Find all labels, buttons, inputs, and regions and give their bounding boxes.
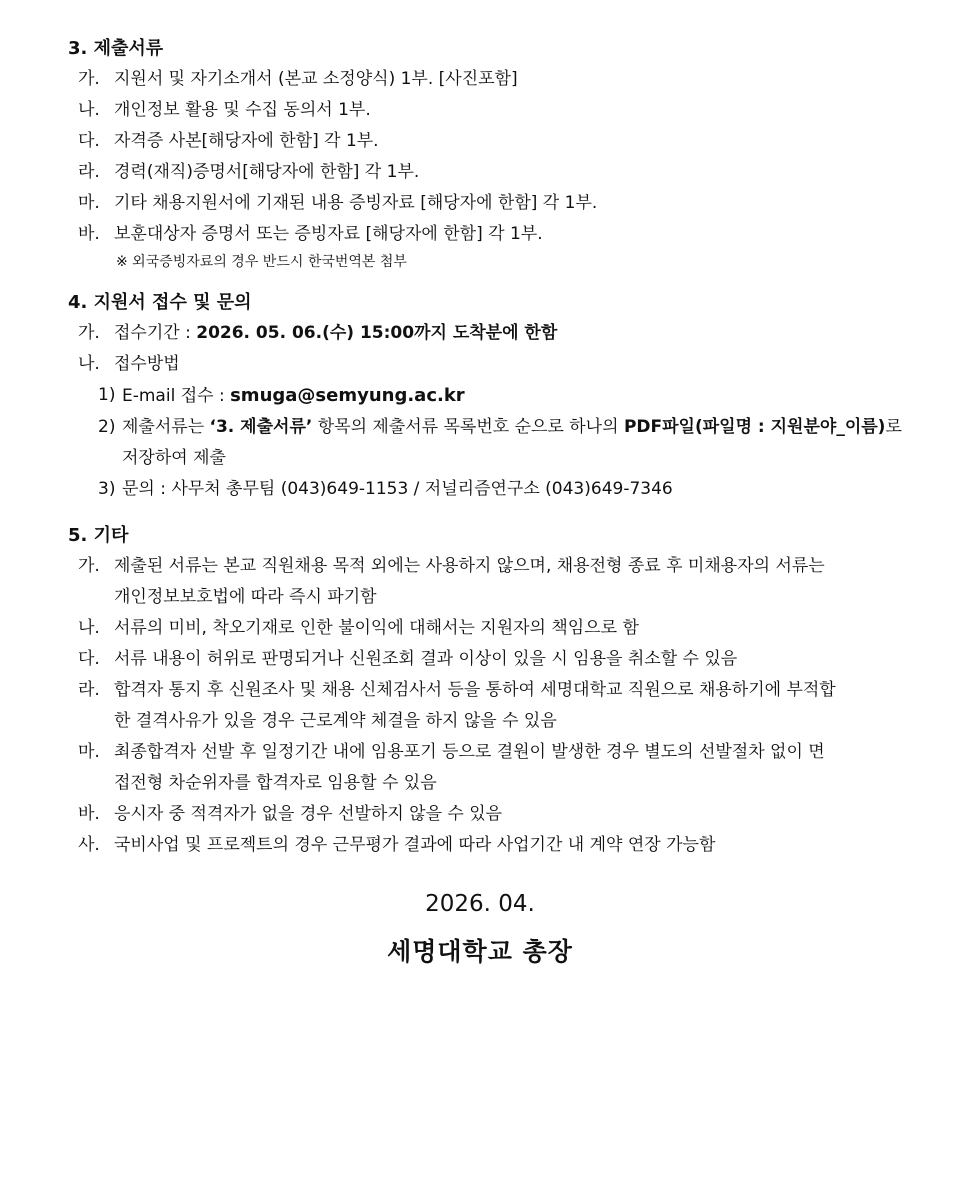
list-item-application-period: [68, 318, 908, 349]
email-address: smuga@semyung.ac.kr: [230, 385, 465, 406]
list-item: [68, 157, 908, 188]
section-other: [68, 523, 908, 861]
list-item: [68, 551, 908, 613]
list-item: [68, 126, 908, 157]
item-text-line1: 응시자 중 적격자가 없을 경우 선발하지 않을 수 있음: [114, 804, 503, 824]
list-item: [68, 644, 908, 675]
item-text-line1: 서류의 미비, 착오기재로 인한 불이익에 대해서는 지원자의 책임으로 함: [114, 618, 639, 638]
item-text-line2: 접전형 차순위자를 합격자로 임용할 수 있음: [114, 773, 437, 793]
sub-item-email: [68, 380, 908, 412]
file-format-post: 로: [885, 417, 902, 437]
section-title: 3. 제출서류: [68, 38, 164, 59]
period-value: 2026. 05. 06.(수) 15:00까지 도착분에 한함: [196, 323, 558, 343]
item-text: 경력(재직)증명서[해당자에 한함] 각 1부.: [114, 162, 420, 182]
item-text: 개인정보 활용 및 수집 동의서 1부.: [114, 100, 371, 120]
list-item: [68, 219, 908, 250]
item-marker: 나.: [78, 618, 100, 638]
item-marker: 가.: [78, 556, 100, 576]
item-marker: 가.: [78, 323, 100, 343]
list-item: [68, 95, 908, 126]
item-marker: 바.: [78, 224, 100, 244]
list-item: [68, 675, 908, 737]
item-marker: 다.: [78, 131, 100, 151]
item-marker: 사.: [78, 835, 100, 855]
notice-date: 2026. 04.: [425, 891, 535, 917]
file-format-line2: 저장하여 제출: [122, 448, 226, 468]
file-format-mid: 항목의 제출서류 목록번호 순으로 하나의: [312, 417, 624, 437]
item-text-line1: 서류 내용이 허위로 판명되거나 신원조회 결과 이상이 있을 시 임용을 취소할 수 있음: [114, 649, 738, 669]
file-format-quote: ‘3. 제출서류’: [209, 417, 313, 437]
section-title: 5. 기타: [68, 525, 129, 546]
signature-president: 세명대학교 총장: [387, 937, 573, 966]
item-text-line2: 개인정보보호법에 따라 즉시 파기함: [114, 587, 377, 607]
item-text-line2: 한 결격사유가 있을 경우 근로계약 체결을 하지 않을 수 있음: [114, 711, 557, 731]
item-text: 지원서 및 자기소개서 (본교 소정양식) 1부. [사진포함]: [114, 69, 518, 89]
list-item: [68, 737, 908, 799]
list-item: [68, 613, 908, 644]
item-marker: 가.: [78, 69, 100, 89]
item-marker: 바.: [78, 804, 100, 824]
file-format-pre: 제출서류는: [122, 417, 210, 437]
item-text-line1: 합격자 통지 후 신원조사 및 채용 신체검사서 등을 통하여 세명대학교 직원으로 채용하기에 부적합: [114, 680, 836, 700]
list-item-application-method: [68, 349, 908, 380]
list-item: [68, 799, 908, 830]
item-text-line1: 국비사업 및 프로젝트의 경우 근무평가 결과에 따라 사업기간 내 계약 연장 가능함: [114, 835, 716, 855]
item-text-line1: 최종합격자 선발 후 일정기간 내에 임용포기 등으로 결원이 발생한 경우 별도의 선발절차 없이 면: [114, 742, 825, 762]
item-marker: 나.: [78, 354, 100, 374]
item-text: 자격증 사본[해당자에 한함] 각 1부.: [114, 131, 379, 151]
sub-marker: 3): [98, 479, 116, 499]
sub-marker: 1): [98, 385, 116, 405]
item-marker: 나.: [78, 100, 100, 120]
sub-item-file-format: [68, 412, 908, 474]
item-text: 기타 채용지원서에 기재된 내용 증빙자료 [해당자에 한함] 각 1부.: [114, 193, 598, 213]
file-format-pdf: PDF파일(파일명 : 지원분야_이름): [623, 417, 886, 437]
item-marker: 마.: [78, 742, 100, 762]
item-marker: 다.: [78, 649, 100, 669]
sub-item-contact: [68, 474, 908, 505]
email-label: E-mail 접수 :: [122, 386, 231, 406]
item-text-line1: 제출된 서류는 본교 직원채용 목적 외에는 사용하지 않으며, 채용전형 종료 후 미채용자의 서류는: [114, 556, 825, 576]
period-label: 접수기간 :: [114, 323, 197, 343]
list-item: [68, 64, 908, 95]
item-marker: 라.: [78, 162, 100, 182]
list-item: [68, 830, 908, 861]
list-item: [68, 188, 908, 219]
contact-text: 문의 : 사무처 총무팀 (043)649-1153 / 저널리즘연구소 (043)649-7346: [122, 479, 673, 499]
section-submission-documents: [68, 36, 908, 274]
section-application-inquiry: [68, 290, 908, 505]
item-text: 보훈대상자 증명서 또는 증빙자료 [해당자에 한함] 각 1부.: [114, 224, 543, 244]
sub-marker: 2): [98, 417, 116, 437]
section-title: 4. 지원서 접수 및 문의: [68, 292, 252, 313]
translation-note: ※ 외국증빙자료의 경우 반드시 한국번역본 첨부: [116, 254, 407, 270]
item-marker: 라.: [78, 680, 100, 700]
file-format-line1: [122, 412, 908, 443]
method-label: 접수방법: [114, 354, 180, 374]
item-marker: 마.: [78, 193, 100, 213]
